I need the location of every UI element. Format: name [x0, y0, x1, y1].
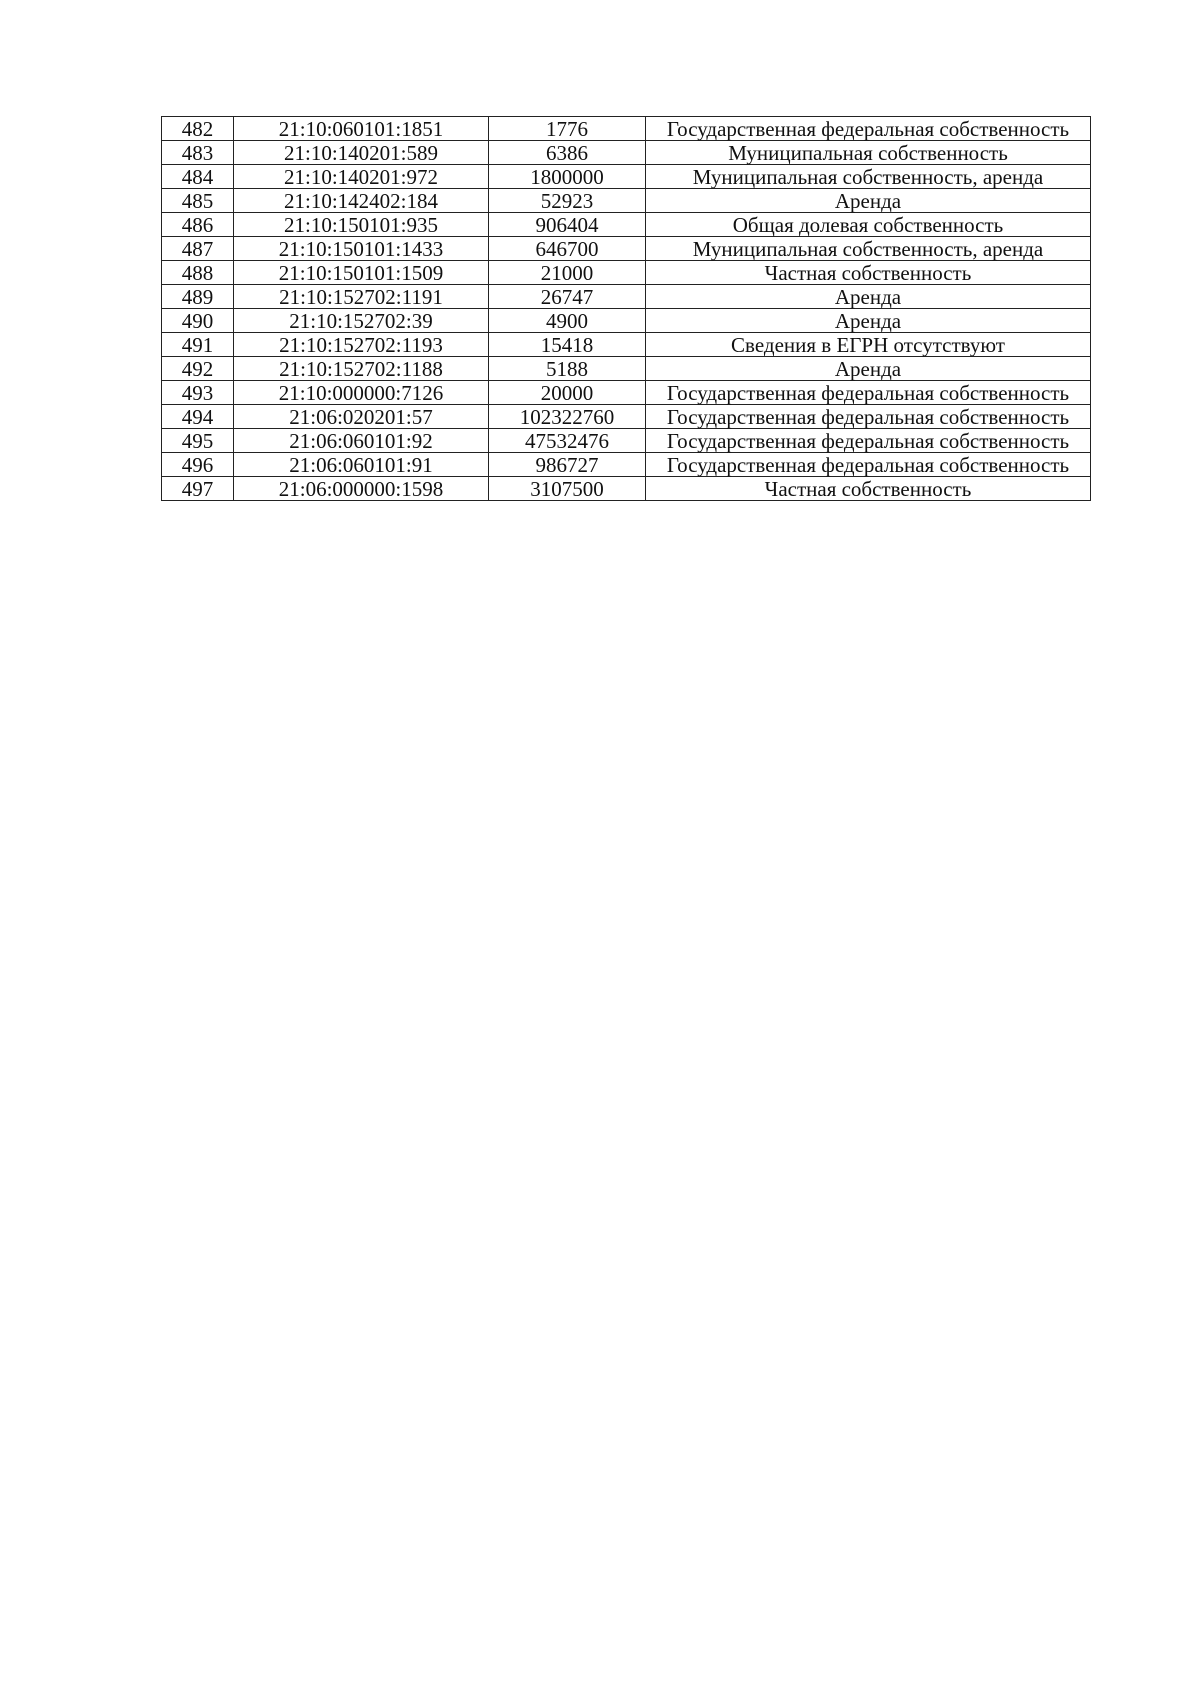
- area-cell: 3107500: [489, 477, 646, 501]
- ownership-cell: Муниципальная собственность: [646, 141, 1091, 165]
- ownership-cell: Муниципальная собственность, аренда: [646, 237, 1091, 261]
- table-row: [162, 237, 1091, 261]
- ownership-cell: Частная собственность: [646, 261, 1091, 285]
- table-row: [162, 333, 1091, 357]
- area-cell: 20000: [489, 381, 646, 405]
- cadastral-number-cell: 21:10:152702:1191: [234, 285, 489, 309]
- cadastral-number-cell: 21:06:020201:57: [234, 405, 489, 429]
- row-number-cell: 490: [162, 309, 234, 333]
- table-row: [162, 285, 1091, 309]
- area-cell: 1776: [489, 117, 646, 141]
- table-row: [162, 309, 1091, 333]
- area-cell: 102322760: [489, 405, 646, 429]
- cadastral-number-cell: 21:06:060101:92: [234, 429, 489, 453]
- row-number-cell: 496: [162, 453, 234, 477]
- cadastral-number-cell: 21:10:150101:1433: [234, 237, 489, 261]
- area-cell: 21000: [489, 261, 646, 285]
- table-row: [162, 429, 1091, 453]
- table-row: [162, 141, 1091, 165]
- row-number-cell: 487: [162, 237, 234, 261]
- ownership-cell: Государственная федеральная собственность: [646, 429, 1091, 453]
- table-row: [162, 117, 1091, 141]
- ownership-cell: Аренда: [646, 189, 1091, 213]
- area-cell: 5188: [489, 357, 646, 381]
- cadastral-number-cell: 21:10:150101:1509: [234, 261, 489, 285]
- row-number-cell: 482: [162, 117, 234, 141]
- area-cell: 52923: [489, 189, 646, 213]
- table-row: [162, 405, 1091, 429]
- area-cell: 4900: [489, 309, 646, 333]
- ownership-cell: Государственная федеральная собственность: [646, 381, 1091, 405]
- ownership-cell: Общая долевая собственность: [646, 213, 1091, 237]
- cadastral-number-cell: 21:10:152702:39: [234, 309, 489, 333]
- area-cell: 15418: [489, 333, 646, 357]
- table-row: [162, 381, 1091, 405]
- cadastral-number-cell: 21:10:060101:1851: [234, 117, 489, 141]
- ownership-cell: Аренда: [646, 357, 1091, 381]
- ownership-cell: Государственная федеральная собственность: [646, 453, 1091, 477]
- row-number-cell: 486: [162, 213, 234, 237]
- ownership-cell: Сведения в ЕГРН отсутствуют: [646, 333, 1091, 357]
- ownership-cell: Аренда: [646, 285, 1091, 309]
- land-plots-table: [161, 116, 1091, 501]
- table-row: [162, 453, 1091, 477]
- cadastral-number-cell: 21:10:150101:935: [234, 213, 489, 237]
- table-row: [162, 357, 1091, 381]
- ownership-cell: Государственная федеральная собственность: [646, 405, 1091, 429]
- table-row: [162, 213, 1091, 237]
- cadastral-number-cell: 21:10:000000:7126: [234, 381, 489, 405]
- cadastral-number-cell: 21:10:140201:589: [234, 141, 489, 165]
- ownership-cell: Муниципальная собственность, аренда: [646, 165, 1091, 189]
- area-cell: 47532476: [489, 429, 646, 453]
- row-number-cell: 493: [162, 381, 234, 405]
- table-row: [162, 261, 1091, 285]
- cadastral-number-cell: 21:10:140201:972: [234, 165, 489, 189]
- cadastral-number-cell: 21:06:000000:1598: [234, 477, 489, 501]
- area-cell: 986727: [489, 453, 646, 477]
- row-number-cell: 485: [162, 189, 234, 213]
- table-row: [162, 477, 1091, 501]
- area-cell: 646700: [489, 237, 646, 261]
- area-cell: 26747: [489, 285, 646, 309]
- row-number-cell: 494: [162, 405, 234, 429]
- ownership-cell: Государственная федеральная собственность: [646, 117, 1091, 141]
- area-cell: 6386: [489, 141, 646, 165]
- ownership-cell: Аренда: [646, 309, 1091, 333]
- row-number-cell: 489: [162, 285, 234, 309]
- row-number-cell: 491: [162, 333, 234, 357]
- area-cell: 1800000: [489, 165, 646, 189]
- table-row: [162, 165, 1091, 189]
- row-number-cell: 495: [162, 429, 234, 453]
- area-cell: 906404: [489, 213, 646, 237]
- row-number-cell: 492: [162, 357, 234, 381]
- row-number-cell: 484: [162, 165, 234, 189]
- cadastral-number-cell: 21:10:152702:1193: [234, 333, 489, 357]
- row-number-cell: 497: [162, 477, 234, 501]
- cadastral-number-cell: 21:10:152702:1188: [234, 357, 489, 381]
- table-row: [162, 189, 1091, 213]
- cadastral-number-cell: 21:06:060101:91: [234, 453, 489, 477]
- row-number-cell: 483: [162, 141, 234, 165]
- row-number-cell: 488: [162, 261, 234, 285]
- ownership-cell: Частная собственность: [646, 477, 1091, 501]
- cadastral-number-cell: 21:10:142402:184: [234, 189, 489, 213]
